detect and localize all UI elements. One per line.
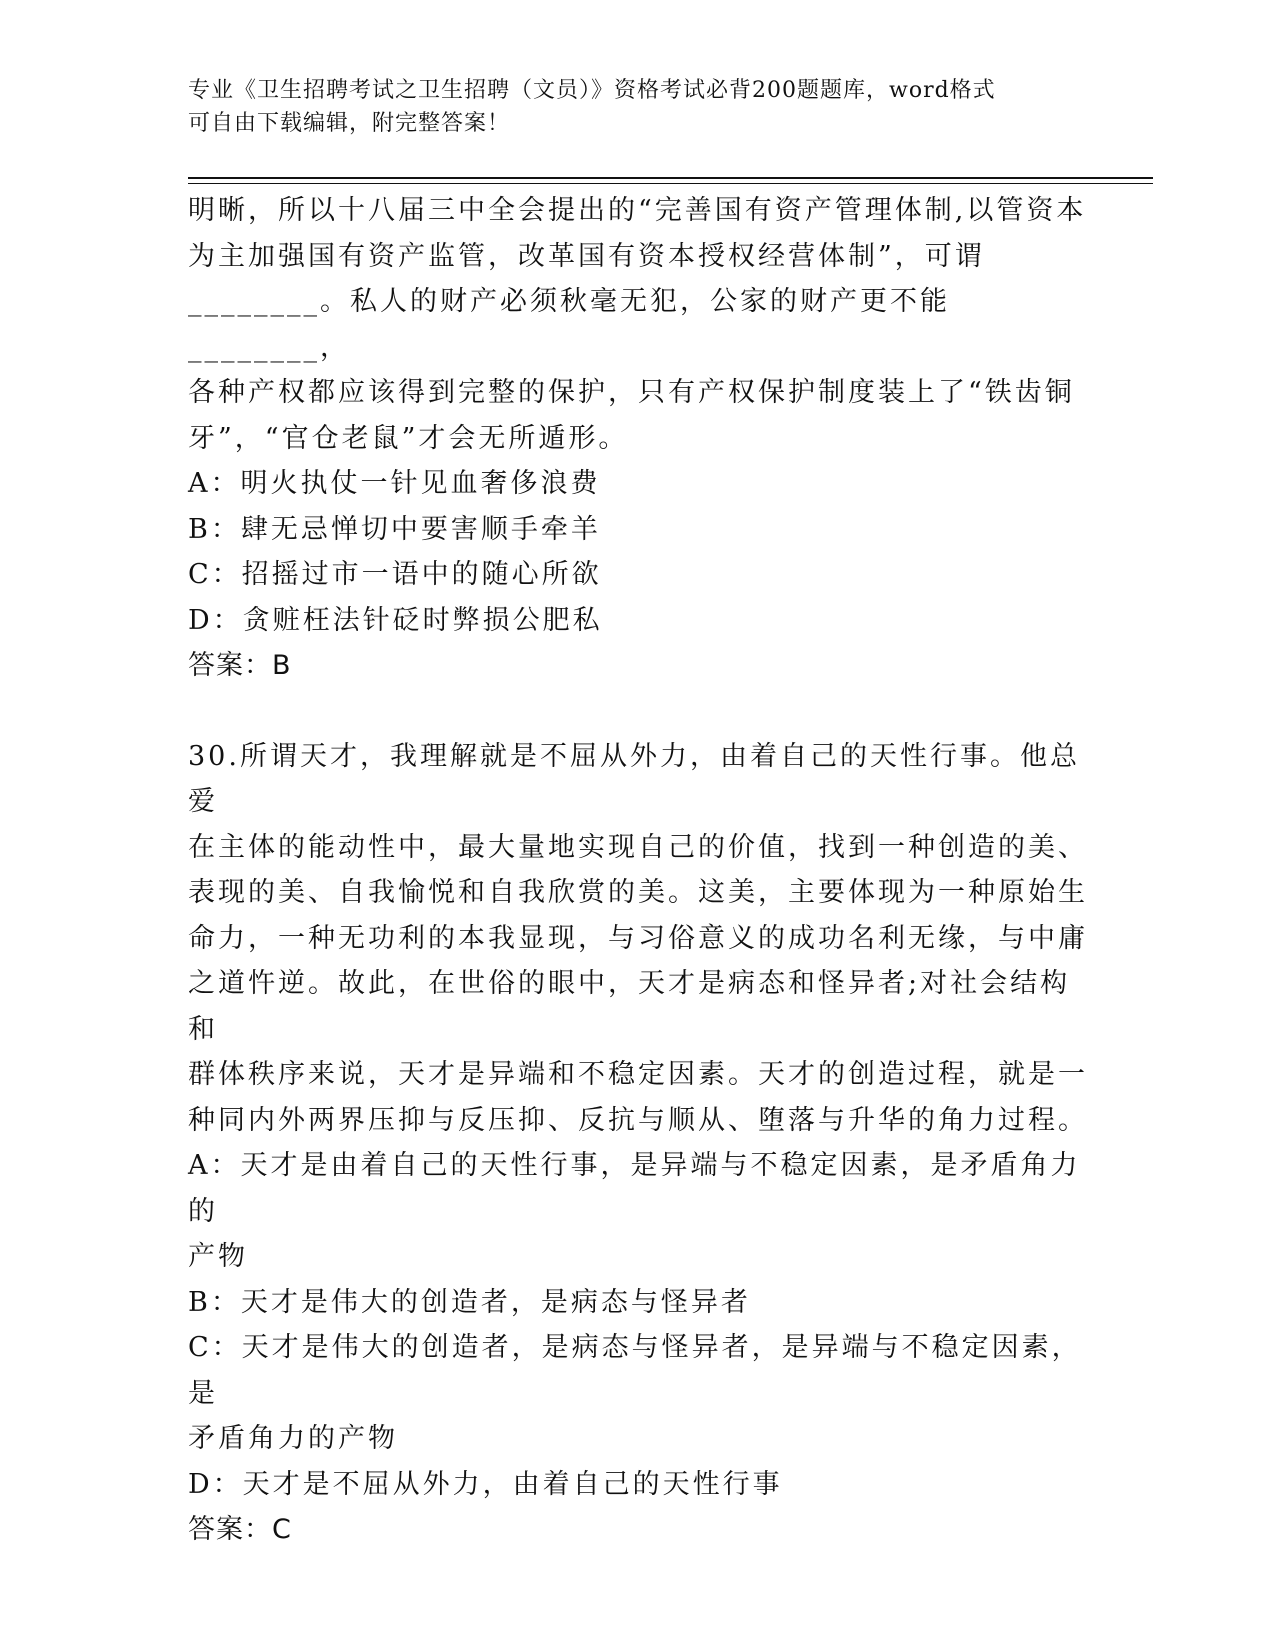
option-a-continued: 产物 [188, 1241, 248, 1272]
option-d: D：贪赃枉法针砭时弊损公肥私 [188, 604, 603, 636]
question-stem-line: 为主加强国有资产监管，改革国有资本授权经营体制”，可谓 [188, 240, 985, 272]
answer-line: 答案：B [188, 650, 292, 681]
option-d: D：天才是不屈从外力，由着自己的天性行事 [188, 1468, 783, 1500]
header-line-2: 可自由下载编辑，附完整答案！ [188, 111, 511, 136]
question-stem-line: 30.所谓天才，我理解就是不屈从外力，由着自己的天性行事。他总爱 [188, 740, 1080, 817]
option-a: A：天才是由着自己的天性行事，是异端与不稳定因素，是矛盾角力的 [188, 1150, 1081, 1227]
option-c: C：招摇过市一语中的随心所欲 [188, 559, 602, 590]
question-stem-line: ________。私人的财产必须秋毫无犯，公家的财产更不能________， [188, 286, 950, 363]
header-divider-thin [188, 183, 1153, 184]
question-29 [188, 188, 1088, 689]
option-a: A：明火执仗一针见血奢侈浪费 [188, 468, 601, 499]
question-30 [188, 734, 1088, 1553]
option-b: B：肆无忌惮切中要害顺手牵羊 [188, 513, 601, 545]
document-header [188, 74, 1068, 140]
document-body [188, 188, 1088, 1553]
question-spacer [188, 689, 1088, 734]
answer-line: 答案：C [188, 1514, 292, 1545]
header-line-1: 专业《卫生招聘考试之卫生招聘（文员）》资格考试必背200题题库，word格式 [188, 78, 996, 103]
question-stem-line: 各种产权都应该得到完整的保护，只有产权保护制度装上了“铁齿铜 [188, 377, 1075, 408]
question-stem-line: 牙”，“官仓老鼠”才会无所遁形。 [188, 422, 629, 454]
question-stem-line: 之道忤逆。故此，在世俗的眼中，天才是病态和怪异者;对社会结构和 [188, 968, 1071, 1045]
question-stem-line: 种同内外两界压抑与反压抑、反抗与顺从、堕落与升华的角力过程。 [188, 1104, 1088, 1136]
option-b: B：天才是伟大的创造者，是病态与怪异者 [188, 1286, 751, 1318]
question-stem-line: 明晰，所以十八届三中全会提出的“完善国有资产管理体制,以管资本 [188, 195, 1087, 226]
question-stem-line: 命力，一种无功利的本我显现，与习俗意义的成功名利无缘，与中庸 [188, 922, 1088, 954]
option-c: C：天才是伟大的创造者，是病态与怪异者，是异端与不稳定因素，是 [188, 1332, 1082, 1409]
question-stem-line: 表现的美、自我愉悦和自我欣赏的美。这美，主要体现为一种原始生 [188, 877, 1088, 908]
option-c-continued: 矛盾角力的产物 [188, 1423, 398, 1454]
question-stem-line: 群体秩序来说，天才是异端和不稳定因素。天才的创造过程，就是一 [188, 1059, 1088, 1090]
header-divider-thick [188, 177, 1153, 179]
question-stem-line: 在主体的能动性中，最大量地实现自己的价值，找到一种创造的美、 [188, 831, 1088, 863]
